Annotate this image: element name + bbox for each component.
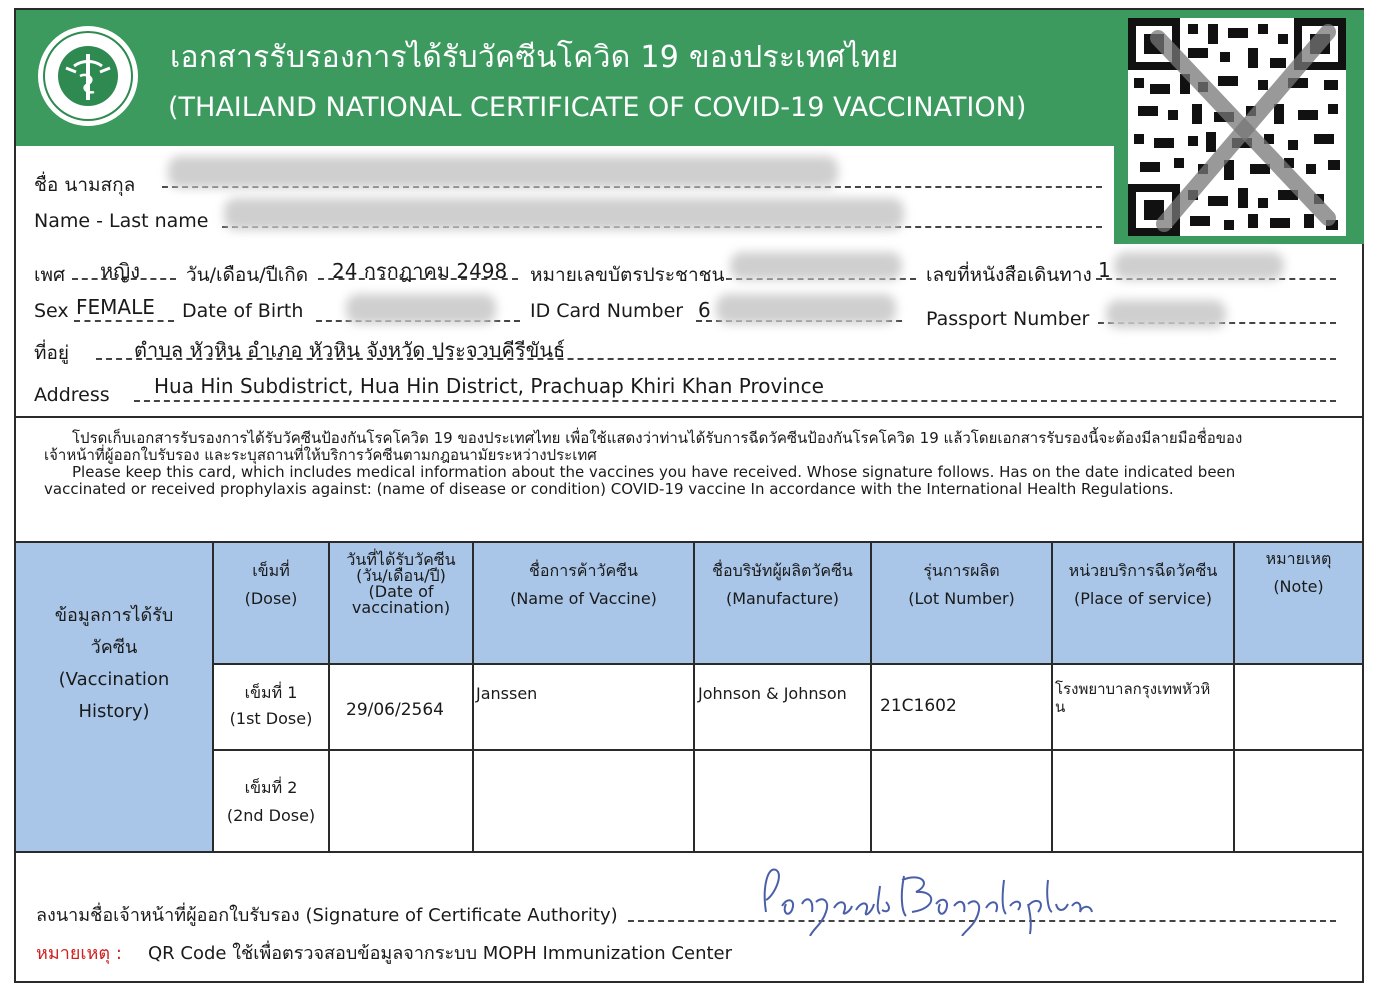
footer-note-text: QR Code ใช้เพื่อตรวจสอบข้อมูลจากระบบ MOPH Immunization Center bbox=[148, 943, 733, 964]
passport-thai-label: เลขที่หนังสือเดินทาง bbox=[926, 264, 1092, 286]
row-line bbox=[214, 749, 1362, 751]
row-2-dose-en: (2nd Dose) bbox=[226, 806, 316, 825]
section-thai-2: วัคซีน bbox=[90, 637, 138, 658]
vaccination-history-label bbox=[16, 600, 212, 728]
header-date-en2: vaccination) bbox=[351, 598, 451, 617]
notice-thai-line-2: เจ้าหน้าที่ผู้ออกใบรับรอง และระบุสถานที่ให้บริการวัคซีนตามกฎอนามัยระหว่างประเทศ bbox=[44, 446, 597, 464]
sex-english-line bbox=[74, 320, 174, 322]
dob-english-label: Date of Birth bbox=[182, 300, 304, 322]
sex-thai-value: หญิง bbox=[100, 259, 140, 283]
qr-code bbox=[1128, 18, 1346, 236]
header-dose-en: (Dose) bbox=[244, 589, 298, 608]
certificate-header bbox=[16, 10, 1114, 146]
header-lot-number bbox=[872, 562, 1051, 608]
header-date bbox=[330, 552, 472, 616]
id-card-thai-label: หมายเลขบัตรประชาชน bbox=[530, 264, 725, 286]
row-2-dose-th: เข็มที่ 2 bbox=[244, 778, 298, 797]
redacted-name-thai bbox=[168, 156, 838, 188]
redacted-name-english bbox=[224, 198, 904, 230]
section-thai-1: ข้อมูลการได้รับ bbox=[54, 605, 174, 626]
redacted-id-thai bbox=[730, 252, 902, 280]
address-thai-value: ตำบล หัวหิน อำเภอ หัวหิน จังหวัด ประจวบคีรีขันธ์ bbox=[134, 338, 566, 362]
header-dose bbox=[214, 562, 328, 608]
ministry-seal-icon bbox=[36, 24, 140, 128]
passport-thai-partial: 1 bbox=[1098, 258, 1111, 282]
row-1-place-line-2: น bbox=[1055, 698, 1066, 716]
id-card-english-partial: 6 bbox=[698, 298, 711, 322]
header-place-th: หน่วยบริการฉีดวัคซีน bbox=[1068, 561, 1218, 580]
id-card-english-label: ID Card Number bbox=[530, 300, 684, 322]
header-lot-en: (Lot Number) bbox=[908, 589, 1015, 608]
dob-thai-value: 24 กรกฎาคม 2498 bbox=[332, 259, 508, 283]
title-thai: เอกสารรับรองการได้รับวัคซีนโควิด 19 ของประเทศไทย bbox=[170, 40, 899, 75]
row-1-place-line-1: โรงพยาบาลกรุงเทพหัวหิ bbox=[1055, 680, 1211, 698]
row-line bbox=[214, 663, 1362, 665]
row-1-manufacturer: Johnson & Johnson bbox=[698, 684, 847, 703]
row-1-place bbox=[1055, 680, 1210, 716]
divider-info bbox=[16, 416, 1362, 418]
header-place bbox=[1053, 562, 1233, 608]
notice-english-line-1: Please keep this card, which includes medical information about the vaccines you have received. Whose signature follows. Has on the date indicated been bbox=[72, 463, 1236, 481]
signature-label: ลงนามชื่อเจ้าหน้าที่ผู้ออกใบรับรอง (Signature of Certificate Authority) bbox=[36, 905, 618, 926]
signature-graphic bbox=[752, 856, 1102, 936]
header-dose-th: เข็มที่ bbox=[252, 561, 290, 580]
notice-text bbox=[44, 430, 1344, 498]
header-vaccine-name bbox=[474, 562, 693, 608]
sex-english-label: Sex bbox=[34, 300, 69, 322]
header-vaccine-en: (Name of Vaccine) bbox=[510, 589, 657, 608]
sex-thai-label: เพศ bbox=[34, 264, 66, 286]
header-manufacturer bbox=[695, 562, 870, 608]
notice-english-line-2: vaccinated or received prophylaxis against: (name of disease or condition) COVID-19 vaccine In accordance with the International Health Regulations. bbox=[44, 480, 1174, 498]
dob-thai-label: วัน/เดือน/ปีเกิด bbox=[186, 264, 309, 286]
redacted-passport-english bbox=[1106, 300, 1226, 328]
redacted-dob-english bbox=[346, 294, 496, 324]
header-manufacturer-en: (Manufacture) bbox=[725, 589, 840, 608]
footer-note-label: หมายเหตุ : bbox=[36, 943, 122, 964]
header-date-en: (Date of bbox=[368, 582, 434, 601]
row-1-date: 29/06/2564 bbox=[346, 700, 444, 720]
notice-thai-line-1: โปรดเก็บเอกสารรับรองการได้รับวัคซีนป้องกันโรคโควิด 19 ของประเทศไทย เพื่อใช้แสดงว่าท่านได้รับการฉีดวัคซีนป้องกันโรคโควิด 19 แล้วโดยเอกสารรับรองนี้จะต้องมีลายมือชื่อของ bbox=[72, 429, 1243, 447]
header-manufacturer-th: ชื่อบริษัทผู้ผลิตวัคซีน bbox=[712, 561, 853, 580]
header-lot-th: รุ่นการผลิต bbox=[923, 561, 1000, 580]
vaccination-certificate bbox=[14, 8, 1364, 983]
row-1-dose-th: เข็มที่ 1 bbox=[244, 683, 298, 702]
divider-table-bottom bbox=[16, 851, 1362, 853]
header-date-th2: (วัน/เดือน/ปี) bbox=[356, 566, 446, 585]
sex-english-value: FEMALE bbox=[76, 295, 155, 319]
address-thai-label: ที่อยู่ bbox=[34, 342, 70, 364]
row-1-vaccine: Janssen bbox=[476, 684, 538, 703]
qr-code-icon bbox=[1128, 18, 1346, 236]
section-english-1: (Vaccination bbox=[58, 669, 170, 690]
header-note-th: หมายเหตุ bbox=[1265, 549, 1332, 568]
passport-english-label: Passport Number bbox=[926, 308, 1090, 330]
table-row-2-dose bbox=[214, 774, 328, 830]
name-english-label: Name - Last name bbox=[34, 210, 209, 232]
header-vaccine-th: ชื่อการค้าวัคซีน bbox=[529, 561, 638, 580]
header-note-en: (Note) bbox=[1273, 577, 1324, 596]
address-english-value: Hua Hin Subdistrict, Hua Hin District, Prachuap Khiri Khan Province bbox=[154, 374, 824, 398]
title-english: (THAILAND NATIONAL CERTIFICATE OF COVID-19 VACCINATION) bbox=[168, 92, 1027, 123]
address-english-label: Address bbox=[34, 384, 110, 406]
table-row-1-dose bbox=[214, 680, 328, 732]
header-place-en: (Place of service) bbox=[1074, 589, 1212, 608]
row-1-dose-en: (1st Dose) bbox=[229, 709, 313, 728]
row-1-lot: 21C1602 bbox=[880, 696, 957, 716]
name-thai-label: ชื่อ นามสกุล bbox=[34, 174, 136, 196]
redacted-id-english bbox=[716, 294, 896, 324]
qr-code-frame bbox=[1114, 10, 1364, 244]
section-english-2: History) bbox=[78, 701, 150, 722]
redacted-passport-thai bbox=[1114, 252, 1284, 280]
header-date-th: วันที่ได้รับวัคซีน bbox=[346, 550, 456, 569]
address-english-line bbox=[134, 400, 1336, 402]
header-note bbox=[1235, 550, 1362, 596]
